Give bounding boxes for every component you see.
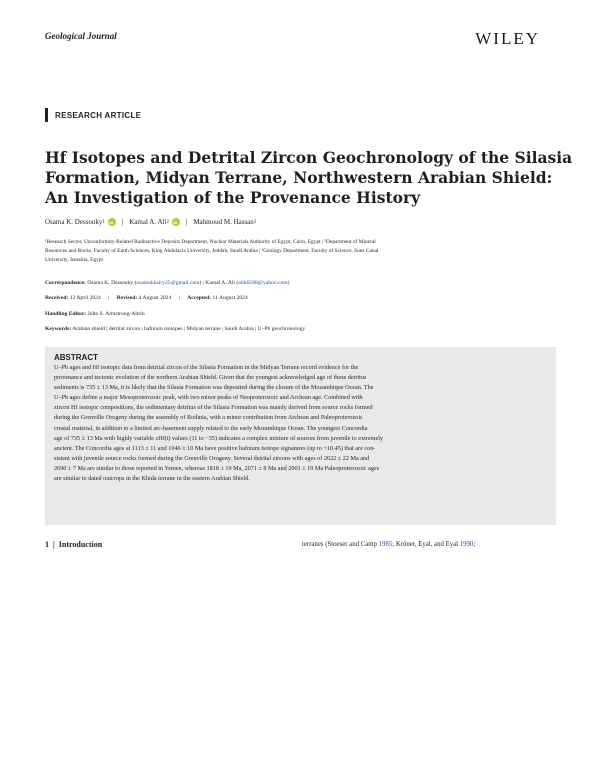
abstract-line: sistent with juvenile source rocks formed during the Grenville Orogeny. Several detrital zircons with ages of 2622 ± 22 Ma and: [54, 454, 370, 462]
right-column-text: [302, 541, 475, 548]
body-text: ; Kröner, Eyal, and Eyal: [392, 541, 460, 548]
abstract-line: 2690 ± 7 Ma are similar to those reported in Yemen, whereas 1818 ± 19 Ma, 2071 ± 8 Ma and 2001 ± 19 Ma Paleoproterozoic ages: [54, 464, 380, 472]
abstract-box: [45, 347, 556, 525]
abstract-line: sediments is 735 ± 13 Ma, it is likely that the Silasia Formation was deposited during the closure of the Mozambique Ocean. The: [54, 384, 374, 392]
handling-editor-name: John S. Armstrong-Altrin: [87, 311, 145, 317]
abstract-line: U–Pb ages and Hf isotopic data from detrital zircon of the Silasia Formation in the Midyan Terrane record evidence for the: [54, 364, 359, 371]
author-separator: |: [185, 218, 188, 226]
journal-name: Geological Journal: [45, 31, 117, 41]
body-text: terranes (Stoeser and Camp: [302, 541, 379, 548]
accepted-label: Accepted:: [187, 295, 212, 301]
received-label: Received:: [45, 295, 69, 301]
abstract-line: are similar to dated outcrops in the Khida terrane in the eastern Arabian Shield.: [54, 475, 250, 483]
author-affil-sup: 1: [102, 219, 105, 225]
publisher-logo: WILEY: [475, 29, 540, 48]
section-number: 1: [45, 540, 49, 549]
correspondence-label: Correspondence:: [45, 280, 86, 286]
citation-link[interactable]: 1985: [378, 541, 393, 548]
title-line: Hf Isotopes and Detrital Zircon Geochronology of the Silasia: [45, 148, 573, 167]
correspondence: [45, 280, 290, 286]
keywords-text: Arabian shield | detrital zircon | hafnium isotopes | Midyan terrane | Saudi Arabia | U–Pb geochronology: [72, 326, 306, 332]
affiliation-line: University, Ismailia, Egypt: [45, 257, 104, 263]
section-heading: [45, 540, 102, 549]
keywords: [45, 326, 305, 332]
section-title: Introduction: [58, 540, 103, 549]
abstract-line: ancient. The Concordia ages at 1113 ± 11 and 1046 ± 10 Ma have positive hafnium isotope signatures (up to +10.45) that are con-: [54, 444, 376, 452]
abstract-line: U–Pb ages define a major Mesoproterozoic peak, with two minor peaks of Neoproterozoic and Archean age. Combined with: [54, 394, 363, 402]
body-text: ;: [473, 541, 476, 548]
orcid-icon[interactable]: [172, 218, 180, 226]
abstract-line: provenance and tectonic evolution of the northern Arabian Shield. Given that the youngest acknowledged age of these detritus: [54, 374, 367, 382]
revised-date: 4 August 2024: [138, 295, 172, 301]
abstract-heading: ABSTRACT: [54, 353, 98, 362]
author-separator: |: [121, 218, 124, 226]
affiliation-line: ¹Research Sector, Unconformity-Related Radioactive Deposits Department, Nuclear Materials Authority of Egypt, Cairo, Egypt | ²Department of Mineral: [45, 239, 376, 245]
accepted-date: 11 August 2024: [212, 295, 248, 301]
article-dates: [45, 295, 248, 301]
title-line: Formation, Midyan Terrane, Northwestern Arabian Shield:: [45, 168, 553, 187]
author-name[interactable]: Mahmoud M. Hassan: [193, 218, 254, 226]
correspondence-text: Osama K. Dessouky (: [87, 280, 137, 286]
article-type: [45, 108, 141, 122]
section-separator: |: [51, 540, 59, 549]
author-name[interactable]: Kamal A. Ali: [129, 218, 167, 226]
keywords-label: Keywords:: [45, 326, 72, 332]
email-link[interactable]: alik6588@yahoo.com: [238, 280, 288, 286]
abstract-line: crustal material, in addition to a limited arc-basement supply related to the early Mozambique Ocean. The youngest Concordia: [54, 424, 368, 432]
article-title: [45, 148, 573, 208]
author-affil-sup: 2: [166, 219, 169, 225]
abstract-body: [54, 363, 547, 484]
abstract-line: zircon Hf isotopic compositions, the sedimentary detritus of the Silasia Formation was mainly derived from source rocks formed: [54, 404, 373, 412]
received-date: 13 April 2024: [69, 295, 101, 301]
handling-editor-label: Handling Editor:: [45, 311, 87, 317]
citation-link[interactable]: 1990: [459, 541, 474, 548]
correspondence-text: ) | Kamal A. Ali (: [199, 280, 239, 286]
author-name[interactable]: Osama K. Dessouky: [45, 218, 103, 226]
abstract-line: during the Grenville Orogeny during the assembly of Rodinia, with a minor contribution from Archean and Paleoproterozoic: [54, 414, 363, 422]
author-list: [45, 218, 256, 226]
title-line: An Investigation of the Provenance History: [45, 188, 421, 207]
email-link[interactable]: osamakhairy25@gmail.com: [136, 280, 200, 286]
orcid-icon[interactable]: [108, 218, 116, 226]
article-type-bar: [45, 108, 48, 122]
date-separator: |: [178, 295, 180, 301]
revised-label: Revised:: [116, 295, 138, 301]
affiliations: [45, 238, 557, 265]
abstract-line: age of 735 ± 13 Ma with highly variable εHf(t) values (11 to −35) indicates a complex mixture of sources from juvenile to extremely: [54, 434, 384, 442]
date-separator: |: [108, 295, 110, 301]
article-type-label: RESEARCH ARTICLE: [55, 110, 142, 120]
handling-editor: [45, 311, 145, 317]
author-affil-sup: 3: [253, 219, 257, 225]
correspondence-text: ): [287, 280, 290, 286]
affiliation-line: Resources and Rocks, Faculty of Earth Sciences, King Abdulaziz University, Jeddah, Saudi Arabia | ³Geology Department, Faculty of Science, Suez Canal: [45, 248, 379, 254]
